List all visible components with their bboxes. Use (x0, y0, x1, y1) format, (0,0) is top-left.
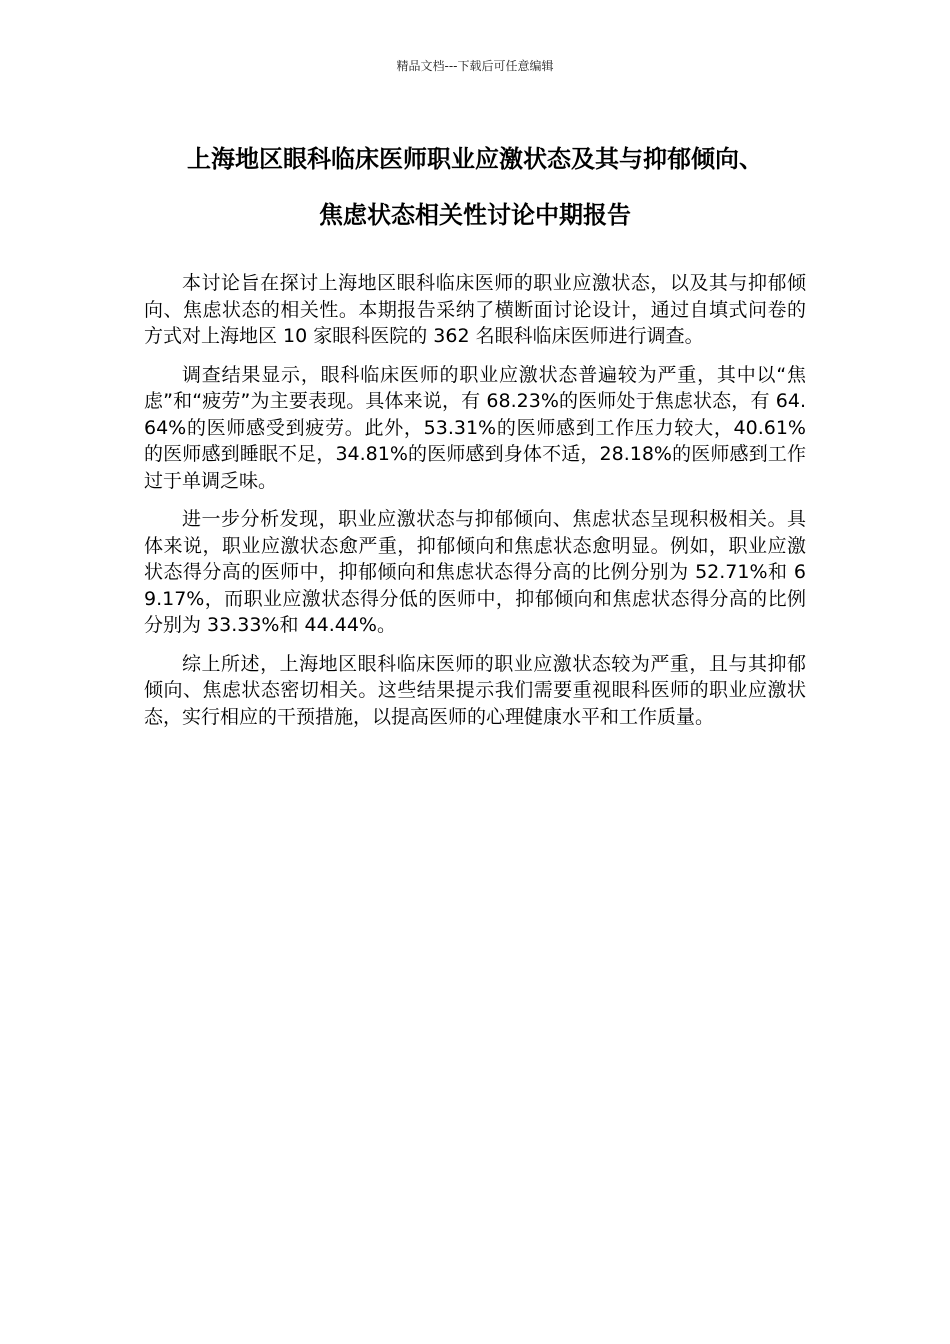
paragraph-3: 进一步分析发现，职业应激状态与抑郁倾向、焦虑状态呈现积极相关。具体来说，职业应激状态愈严重，抑郁倾向和焦虑状态愈明显。例如，职业应激状态得分高的医师中，抑郁倾向和焦虑状态得分高的比例分别为 52.71%和 69.17%，而职业应激状态得分低的医师中，抑郁倾向和焦虑状态得分高的比例分别为 33.33%和 44.44%。 (144, 508, 806, 636)
paragraph-4: 综上所述，上海地区眼科临床医师的职业应激状态较为严重，且与其抑郁倾向、焦虑状态密切相关。这些结果提示我们需要重视眼科医师的职业应激状态，实行相应的干预措施，以提高医师的心理健康水平和工作质量。 (144, 652, 806, 728)
document-title (120, 131, 830, 243)
paragraph-1: 本讨论旨在探讨上海地区眼科临床医师的职业应激状态，以及其与抑郁倾向、焦虑状态的相关性。本期报告采纳了横断面讨论设计，通过自填式问卷的方式对上海地区 10 家眼科医院的 362 名眼科临床医师进行调查。 (144, 272, 806, 347)
title-line-2: 焦虑状态相关性讨论中期报告 (319, 201, 631, 229)
header-note: 精品文档---下载后可任意编辑 (396, 59, 554, 73)
paragraph-2: 调查结果显示，眼科临床医师的职业应激状态普遍较为严重，其中以“焦虑”和“疲劳”为主要表现。具体来说，有 68.23%的医师处于焦虑状态，有 64.64%的医师感受到疲劳。此外，53.31%的医师感到工作压力较大，40.61%的医师感到睡眠不足，34.81%的医师感到身体不适，28.18%的医师感到工作过于单调乏味。 (144, 363, 806, 492)
title-line-1: 上海地区眼科临床医师职业应激状态及其与抑郁倾向、 (187, 145, 763, 173)
body-text (144, 270, 806, 742)
